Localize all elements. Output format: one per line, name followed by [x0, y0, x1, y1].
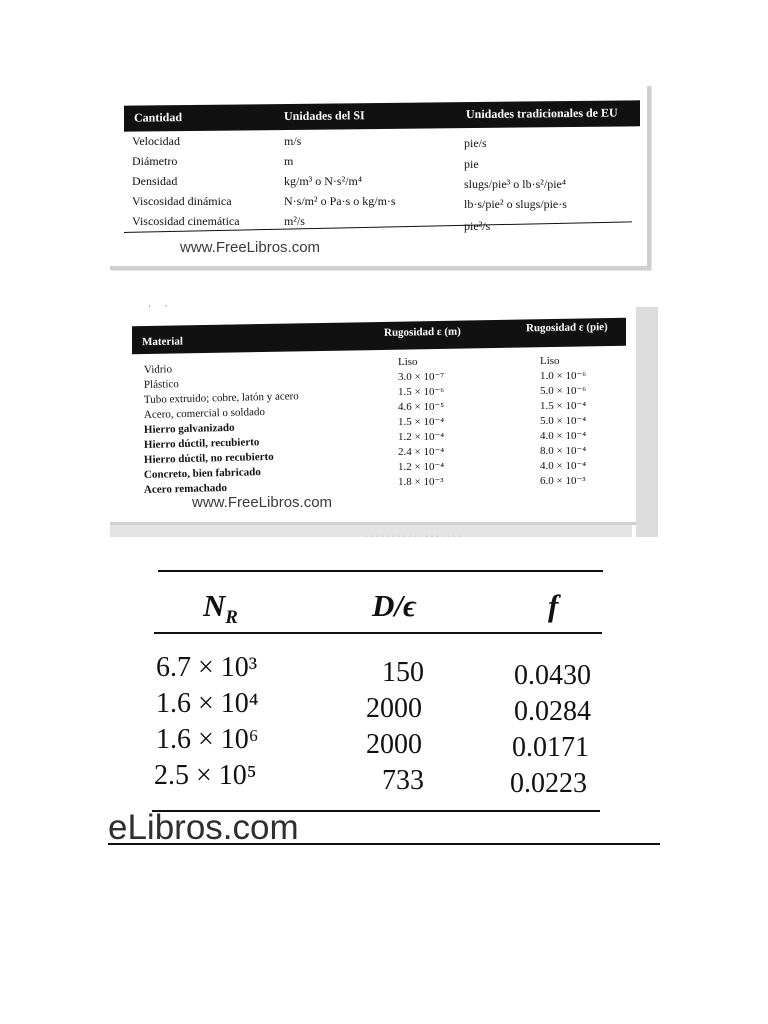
units-table-scan: [110, 86, 651, 270]
us-unit-cell: pie: [464, 157, 479, 171]
us-unit-cell: pie/s: [464, 136, 487, 150]
relative-roughness-cell: 2000: [366, 729, 422, 760]
page-rule: [108, 843, 660, 845]
friction-factor-cell: 0.0430: [514, 660, 591, 691]
friction-factor-cell: 0.0223: [510, 768, 587, 799]
header-si-units: Unidades del SI: [284, 108, 365, 124]
reynolds-cell: 1.6 × 10⁴: [156, 688, 259, 719]
relative-roughness-cell: 150: [382, 657, 424, 688]
header-reynolds: [203, 588, 238, 629]
friction-table-scan: [108, 560, 660, 850]
table-row: [110, 174, 647, 194]
us-unit-cell: lb·s/pie² o slugs/pie·s: [464, 197, 567, 211]
relative-roughness-cell: 2000: [366, 693, 422, 724]
reynolds-symbol: N: [203, 588, 226, 623]
header-roughness-ft: Rugosidad ε (pie): [526, 321, 608, 335]
header-material: Material: [142, 335, 183, 349]
roughness-ft-cell: 1.5 × 10⁻⁴: [540, 400, 587, 412]
header-cantidad: Cantidad: [134, 110, 183, 125]
roughness-ft-cell: 5.0 × 10⁻⁶: [540, 385, 587, 397]
roughness-m-cell: 3.0 × 10⁻⁷: [398, 371, 445, 383]
scan-artifact: · · · · · · · · · · · · · · · · · ·: [365, 534, 462, 540]
header-us-units: Unidades tradicionales de EU: [466, 105, 618, 122]
table-top-rule: [158, 570, 603, 572]
us-unit-cell: slugs/pie³ o lb·s²/pie⁴: [464, 177, 567, 191]
quantity-cell: Densidad: [132, 174, 178, 188]
watermark: www.FreeLibros.com: [192, 494, 333, 511]
quantity-cell: Viscosidad dinámica: [132, 194, 232, 208]
si-unit-cell: N·s/m² o Pa·s o kg/m·s: [284, 194, 396, 208]
friction-factor-cell: 0.0171: [512, 732, 589, 763]
header-friction-factor: f: [548, 588, 559, 623]
si-unit-cell: m: [284, 154, 294, 168]
table-row: [110, 194, 647, 214]
reynolds-subscript: R: [225, 607, 238, 629]
roughness-m-cell: 1.5 × 10⁻⁶: [398, 386, 445, 398]
table-row: [110, 134, 647, 154]
reynolds-cell: 2.5 × 10⁵: [154, 760, 257, 791]
friction-factor-cell: 0.0284: [514, 696, 591, 727]
roughness-table-scan: [110, 302, 658, 540]
material-cell: Acero, comercial o soldado: [143, 406, 266, 421]
watermark: www.FreeLibros.com: [180, 239, 321, 256]
quantity-cell: Viscosidad cinemática: [132, 214, 240, 228]
roughness-m-cell: Liso: [398, 356, 418, 368]
header-relative-roughness: D/ϵ: [372, 588, 417, 623]
si-unit-cell: m²/s: [284, 214, 305, 228]
material-cell: Acero remachado: [143, 481, 228, 496]
reynolds-cell: 1.6 × 10⁶: [156, 724, 259, 755]
us-unit-cell: pie²/s: [464, 219, 491, 233]
roughness-ft-cell: 5.0 × 10⁻⁴: [540, 415, 587, 427]
material-cell: Concreto, bien fabricado: [143, 466, 261, 481]
roughness-m-cell: 1.8 × 10⁻³: [398, 476, 444, 488]
roughness-ft-cell: Liso: [540, 355, 560, 367]
roughness-ft-cell: 4.0 × 10⁻⁴: [540, 460, 587, 472]
roughness-ft-cell: 8.0 × 10⁻⁴: [540, 445, 587, 457]
roughness-ft-cell: 4.0 × 10⁻⁴: [540, 430, 587, 442]
material-cell: Hierro dúctil, recubierto: [143, 436, 260, 451]
quantity-cell: Velocidad: [132, 134, 180, 148]
quantity-cell: Diámetro: [132, 154, 178, 168]
si-unit-cell: kg/m³ o N·s²/m⁴: [284, 174, 363, 188]
relative-roughness-cell: 733: [382, 765, 424, 796]
roughness-m-cell: 2.4 × 10⁻⁴: [398, 446, 445, 458]
scan-shadow: [636, 307, 658, 537]
si-unit-cell: m/s: [284, 134, 302, 148]
roughness-m-cell: 1.2 × 10⁻⁴: [398, 461, 445, 473]
reynolds-cell: 6.7 × 10³: [156, 652, 258, 683]
roughness-table-header: [132, 318, 626, 355]
material-cell: Hierro galvanizado: [143, 421, 235, 436]
material-cell: Vidrio: [143, 363, 173, 376]
roughness-ft-cell: 6.0 × 10⁻³: [540, 475, 586, 487]
roughness-m-cell: 1.5 × 10⁻⁴: [398, 416, 445, 428]
watermark: eLibros.com: [108, 808, 299, 847]
header-rule: [154, 632, 602, 634]
scan-artifact: · ·: [148, 302, 174, 311]
roughness-m-cell: 1.2 × 10⁻⁴: [398, 431, 445, 443]
roughness-table: [110, 302, 636, 525]
roughness-ft-cell: 1.0 × 10⁻⁶: [540, 370, 587, 382]
material-cell: Tubo extruido; cobre, latón y acero: [143, 390, 299, 406]
material-cell: Plástico: [143, 378, 179, 391]
units-table-header: [124, 100, 640, 131]
header-roughness-m: Rugosidad ε (m): [384, 325, 461, 339]
material-cell: Hierro dúctil, no recubierto: [143, 450, 274, 466]
table-row: [110, 154, 647, 174]
roughness-m-cell: 4.6 × 10⁻⁵: [398, 401, 445, 413]
